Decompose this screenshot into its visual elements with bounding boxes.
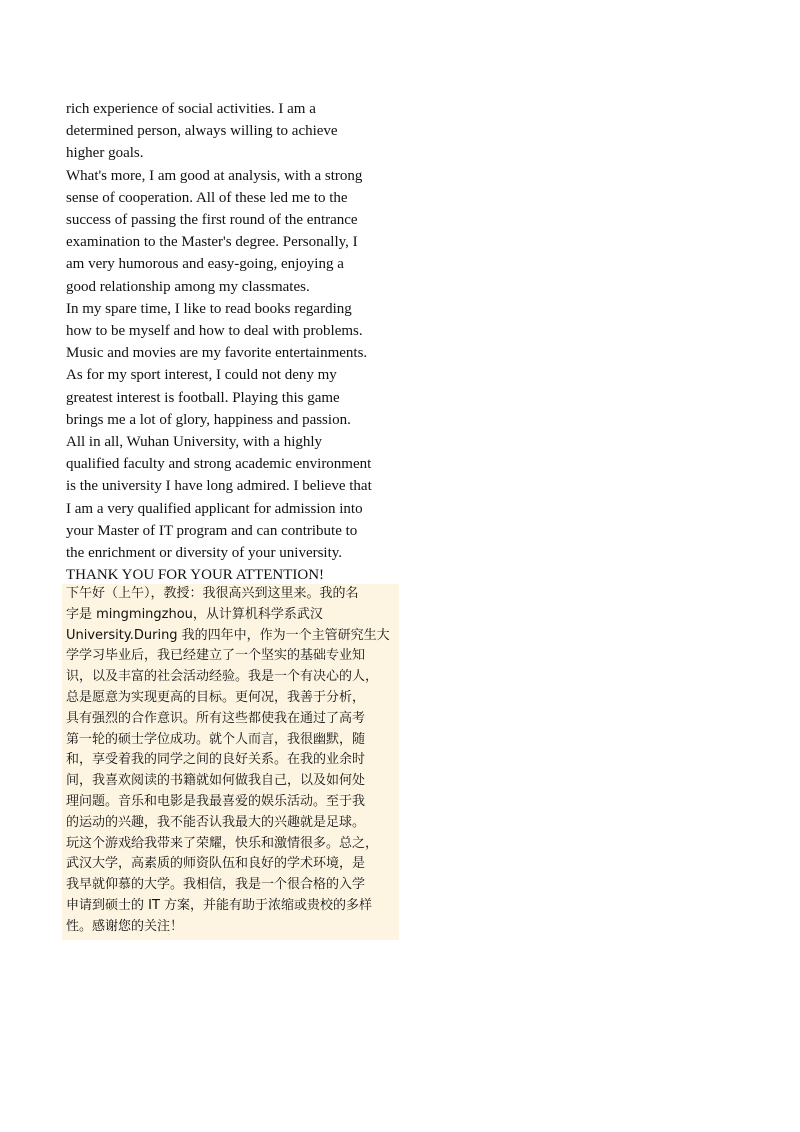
english-line: the enrichment or diversity of your university.: [66, 545, 343, 562]
english-line: What's more, I am good at analysis, with a strong: [66, 167, 363, 184]
english-line: qualified faculty and strong academic environment: [66, 456, 372, 473]
english-line: examination to the Master's degree. Personally, I: [66, 234, 358, 251]
chinese-line: 申请到硕士的 IT 方案，并能有助于浓缩或贵校的多样: [66, 897, 373, 913]
english-line: determined person, always willing to achieve: [66, 123, 338, 140]
english-line: success of passing the first round of the entrance: [66, 212, 358, 229]
english-line: I am a very qualified applicant for admission into: [66, 500, 363, 517]
english-line: brings me a lot of glory, happiness and passion.: [66, 411, 351, 428]
chinese-line: 理问题。音乐和电影是我最喜爱的娱乐活动。至于我: [66, 793, 366, 809]
chinese-line: 下午好（上午），教授：我很高兴到这里来。我的名: [66, 586, 359, 601]
chinese-line: 武汉大学，高素质的师资队伍和良好的学术环境，是: [66, 856, 366, 872]
english-line: Music and movies are my favorite entertainments.: [66, 345, 368, 362]
english-line: am very humorous and easy-going, enjoying a: [66, 256, 344, 273]
english-text-block: [66, 98, 406, 586]
english-line: As for my sport interest, I could not deny my: [66, 367, 337, 384]
chinese-translation-block: [62, 584, 399, 940]
english-line: higher goals.: [66, 145, 144, 162]
chinese-line: 和，享受着我的同学之间的良好关系。在我的业余时: [66, 752, 366, 768]
english-line: is the university I have long admired. I believe that: [66, 478, 372, 495]
english-line: In my spare time, I like to read books regarding: [66, 300, 352, 317]
chinese-line: University.During 我的四年中，作为一个主管研究生大: [66, 627, 390, 643]
english-line: rich experience of social activities. I am a: [66, 101, 316, 117]
english-line: good relationship among my classmates.: [66, 278, 310, 295]
closing-line: THANK YOU FOR YOUR ATTENTION!: [66, 567, 325, 584]
chinese-line: 的运动的兴趣，我不能否认我最大的兴趣就是足球。: [66, 814, 366, 830]
chinese-line: 字是 mingmingzhou，从计算机科学系武汉: [66, 606, 323, 622]
chinese-line: 间，我喜欢阅读的书籍就如何做我自己，以及如何处: [66, 773, 366, 789]
chinese-line: 我早就仰慕的大学。我相信，我是一个很合格的入学: [66, 877, 366, 893]
english-line: sense of cooperation. All of these led me to the: [66, 189, 348, 206]
chinese-line: 识，以及丰富的社会活动经验。我是一个有决心的人，: [66, 669, 379, 685]
english-line: how to be myself and how to deal with problems.: [66, 323, 363, 340]
chinese-line: 总是愿意为实现更高的目标。更何况，我善于分析，: [66, 689, 366, 705]
chinese-line: 玩这个游戏给我带来了荣耀，快乐和激情很多。总之，: [66, 835, 379, 851]
english-line: your Master of IT program and can contribute to: [66, 522, 358, 539]
chinese-line: 第一轮的硕士学位成功。就个人而言，我很幽默，随: [66, 731, 366, 747]
english-line: greatest interest is football. Playing this game: [66, 389, 340, 406]
chinese-line: 学学习毕业后，我已经建立了一个坚实的基础专业知: [66, 648, 366, 664]
english-line: All in all, Wuhan University, with a highly: [66, 434, 323, 451]
chinese-line: 性。感谢您的关注！: [66, 918, 184, 934]
chinese-line: 具有强烈的合作意识。所有这些都使我在通过了高考: [66, 710, 366, 726]
